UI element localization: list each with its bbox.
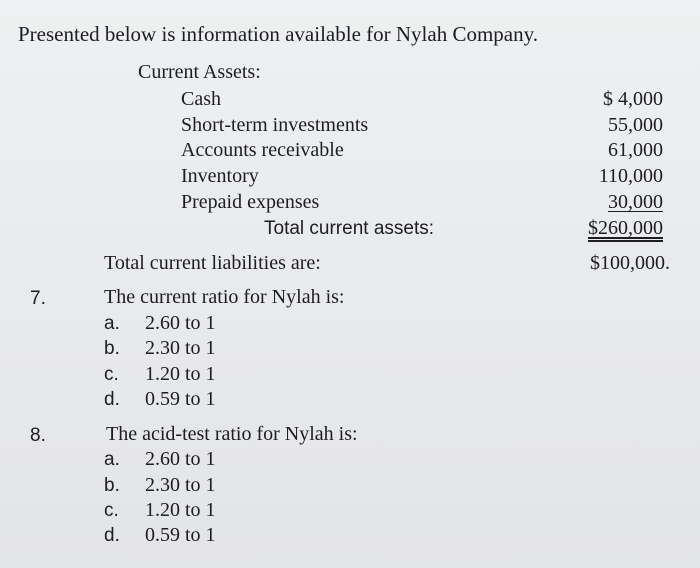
asset-amount: 30,000 <box>608 191 663 213</box>
option-text: 2.30 to 1 <box>145 474 216 496</box>
asset-label: Prepaid expenses <box>181 191 320 213</box>
asset-amount: 61,000 <box>608 139 663 161</box>
option-text: 2.60 to 1 <box>145 312 216 334</box>
option-letter: a. <box>104 313 120 334</box>
option-text: 0.59 to 1 <box>145 524 216 546</box>
option-letter: c. <box>104 500 119 521</box>
option-text: 0.59 to 1 <box>145 388 216 410</box>
option-text: 1.20 to 1 <box>145 363 216 385</box>
option-text: 2.30 to 1 <box>145 337 216 359</box>
asset-label: Cash <box>181 88 221 110</box>
total-liabilities-amount: $100,000. <box>590 252 670 274</box>
option-letter: c. <box>104 364 119 385</box>
total-liabilities-label: Total current liabilities are: <box>104 252 321 274</box>
question-prompt: The acid-test ratio for Nylah is: <box>106 423 358 445</box>
option-letter: d. <box>104 525 120 546</box>
option-letter: b. <box>104 475 120 496</box>
asset-amount: 110,000 <box>598 165 663 187</box>
current-assets-header: Current Assets: <box>138 61 261 83</box>
question-prompt: The current ratio for Nylah is: <box>104 286 345 308</box>
asset-amount: 55,000 <box>608 114 663 136</box>
option-letter: a. <box>104 449 120 470</box>
asset-label: Short-term investments <box>181 114 369 136</box>
asset-label: Accounts receivable <box>181 139 344 161</box>
option-text: 1.20 to 1 <box>145 499 216 521</box>
question-number: 8. <box>30 425 46 446</box>
total-assets-amount: $260,000 <box>588 217 663 239</box>
option-letter: d. <box>104 389 120 410</box>
question-number: 7. <box>30 288 46 309</box>
option-text: 2.60 to 1 <box>145 448 216 470</box>
intro-text: Presented below is information available for Nylah Company. <box>18 22 539 46</box>
asset-label: Inventory <box>181 165 259 187</box>
asset-amount: $ 4,000 <box>603 88 663 110</box>
option-letter: b. <box>104 338 120 359</box>
total-assets-label: Total current assets: <box>264 218 435 239</box>
